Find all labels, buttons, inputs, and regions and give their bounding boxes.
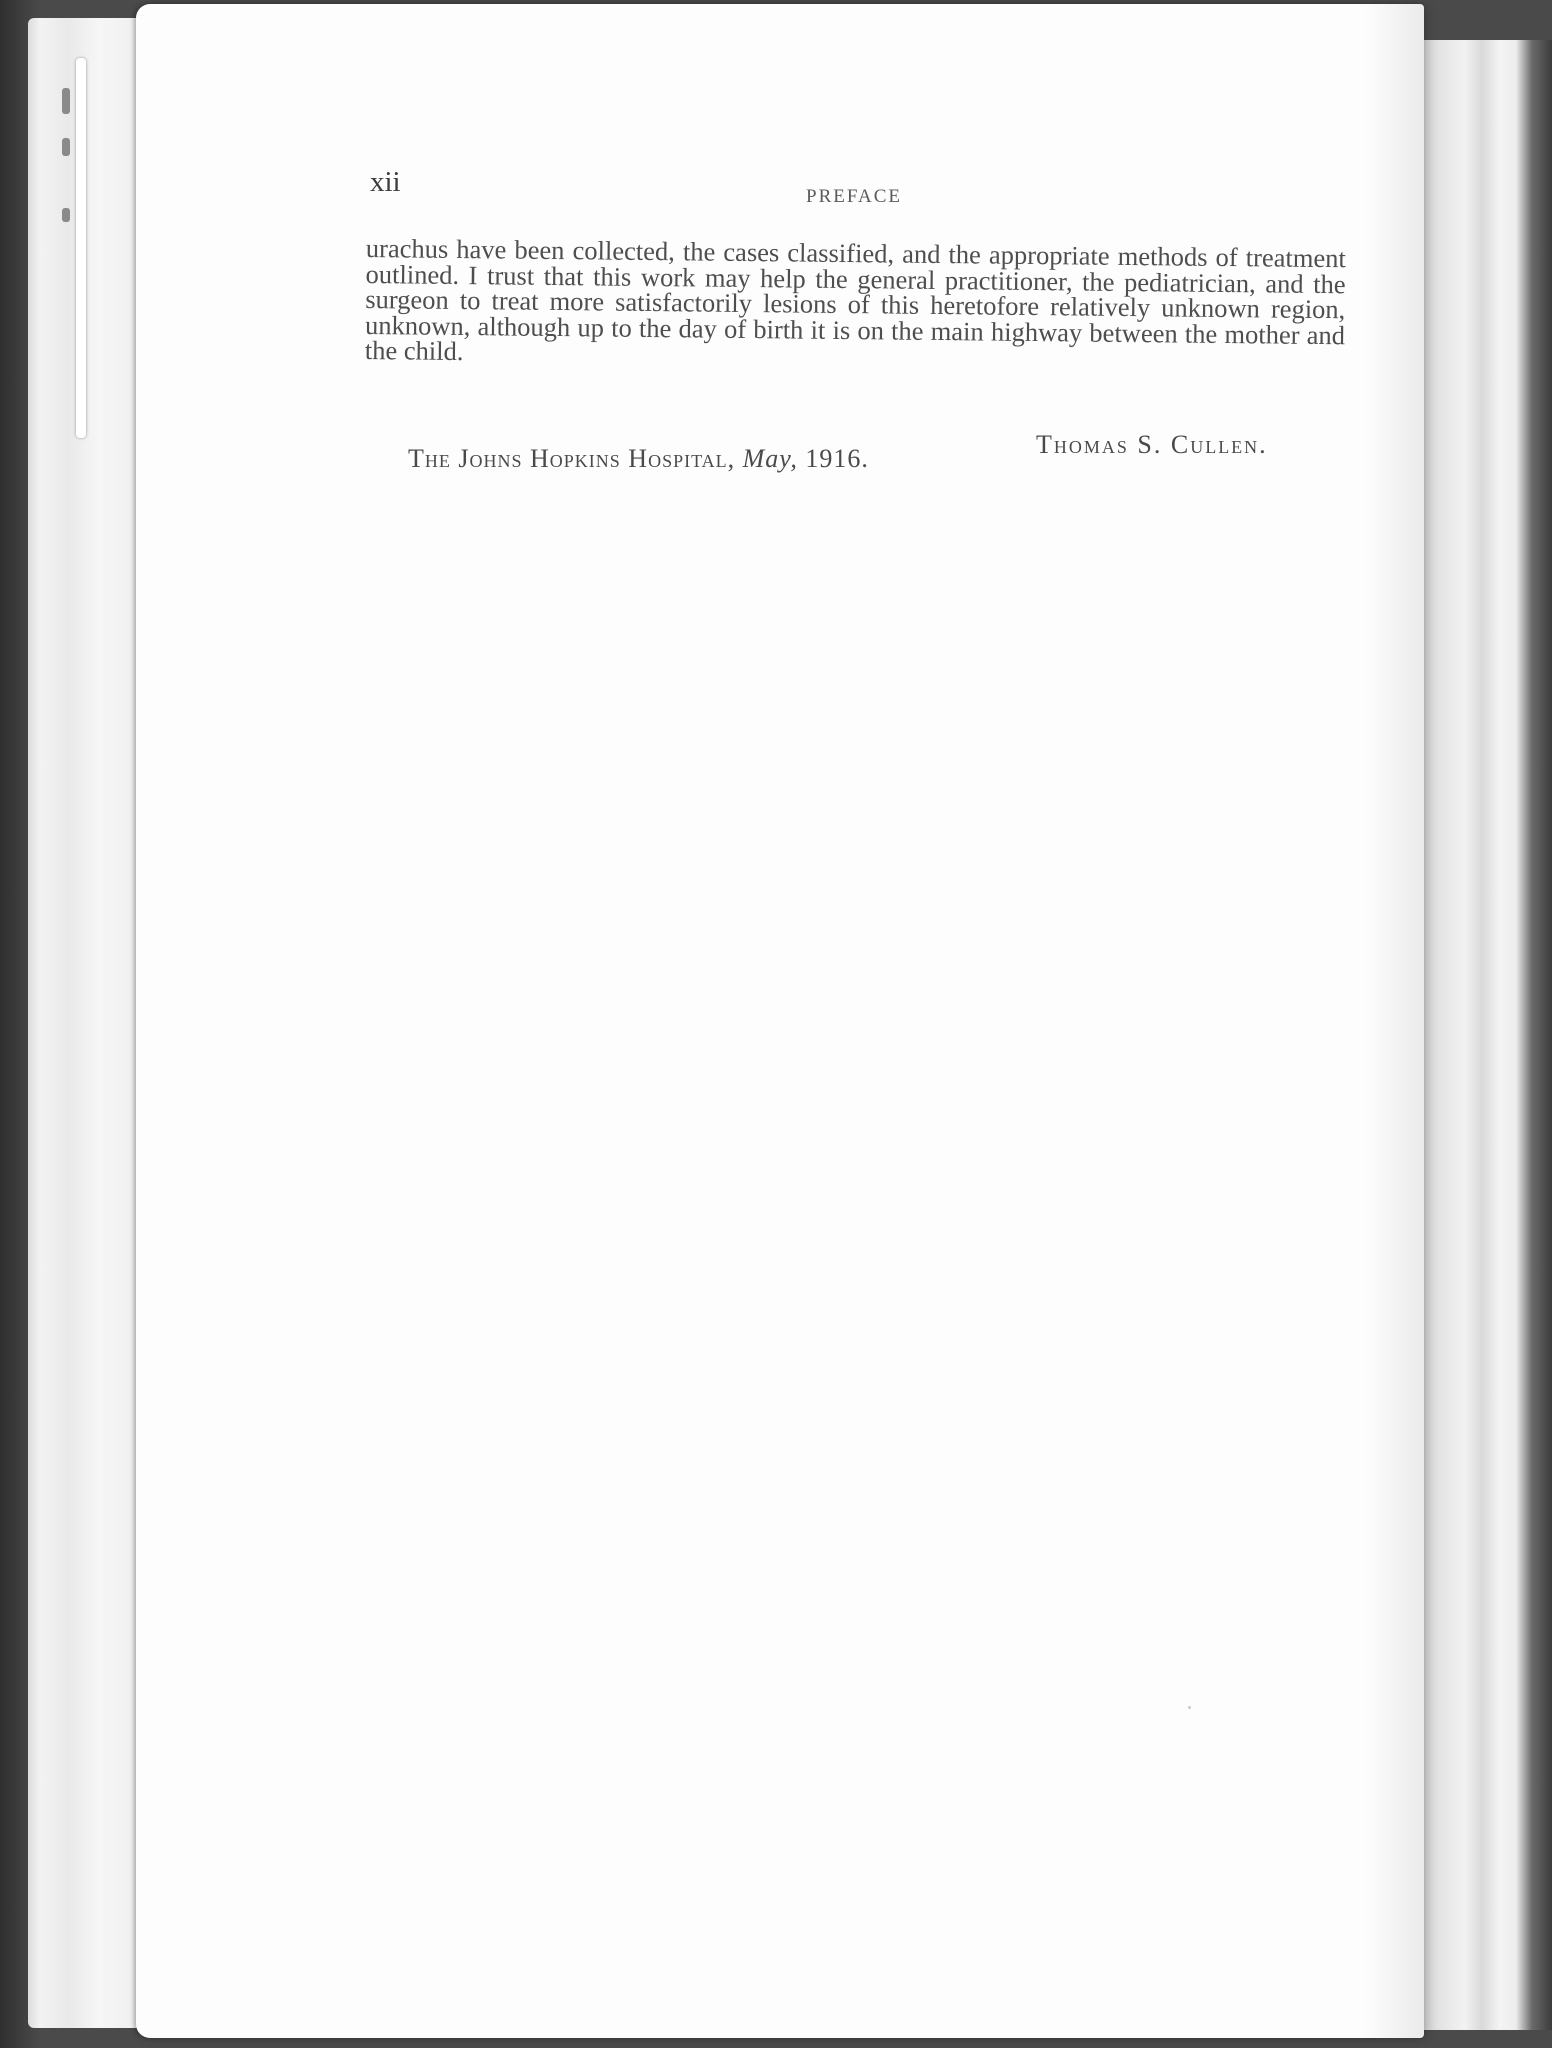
page-number: xii xyxy=(370,166,401,198)
signature-place: The Johns Hopkins Hospital, xyxy=(408,444,736,473)
signature-month: May, xyxy=(742,444,798,473)
page-stack-edge xyxy=(1420,40,1552,2030)
binding-mark xyxy=(62,208,70,222)
book-binding xyxy=(28,18,138,2028)
page-gutter-shadow xyxy=(1364,4,1424,2038)
binding-mark xyxy=(62,88,70,114)
signature-year: 1916. xyxy=(805,444,869,473)
page-edge xyxy=(76,58,86,438)
binding-mark xyxy=(62,138,70,156)
running-head: PREFACE xyxy=(806,186,903,207)
signature-place-date xyxy=(408,444,869,474)
body-paragraph: urachus have been collected, the cases classified, and the appropriate methods of treatment outlined. I trust that this work may help the general practitioner, the pediatrician, and the surgeon to treat more satisfactorily lesions of this heretofore relatively unknown region, unknown, although up to the day of birth it is on the main highway between the mother and the child. xyxy=(364,233,1346,367)
signature-author: Thomas S. Cullen. xyxy=(1036,430,1268,459)
paper-speck xyxy=(1188,1706,1191,1709)
